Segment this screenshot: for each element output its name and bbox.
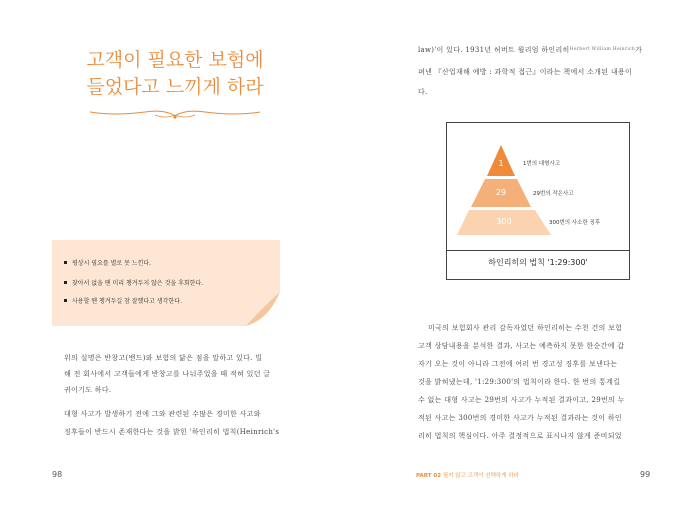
tier-number: 1 <box>498 159 504 168</box>
chapter-title-line2: 들었다고 느끼게 하라 <box>86 76 264 98</box>
page-number: 99 <box>640 470 651 479</box>
body-line: 대형 사고가 발생하기 전에 그와 관련된 수많은 경미한 사고와 <box>64 410 261 418</box>
body-line: 것을 밝혀냈는데, '1:29:300'의 법칙이라 한다. 한 번의 통계킬 <box>418 378 621 386</box>
body-line: 펴낸 『산업재해 예방 : 과학적 접근』이라는 책에서 소개된 내용이 <box>418 68 633 76</box>
pyramid-diagram <box>447 123 629 249</box>
chapter-title-line1: 고객이 필요한 보험에 <box>86 49 264 71</box>
body-line: 수 없는 대형 사고는 29번의 사고가 누적된 결과이고, 29번의 누 <box>418 396 625 404</box>
note-item: 평상시 필요를 별로 못 느낀다. <box>64 260 151 268</box>
note-item: 찾아서 없을 땐 미리 챙겨두지 않은 것을 후회한다. <box>64 280 203 288</box>
tier-label: 29번의 작은사고 <box>533 191 574 197</box>
heinrich-figure <box>446 122 630 280</box>
body-line: 징후들이 반드시 존재한다는 것을 밝힌 '하인리히 법칙(Heinrich's <box>64 428 280 436</box>
note-box <box>52 240 280 326</box>
tier-number: 29 <box>495 188 507 197</box>
body-line: 귀이기도 하다. <box>64 386 112 394</box>
body-line: 자기 오는 것이 아니라 그전에 여러 번 경고성 징후를 보낸다는 <box>418 360 618 368</box>
body-line: 해 전 회사에서 고객들에게 반창고를 나눠주었을 때 적혀 있던 글 <box>64 370 271 378</box>
body-line: 다. <box>418 88 428 96</box>
body-line: 리히 법칙의 핵심이다. 아주 결정적으로 표시나지 않게 준비되었 <box>418 432 622 440</box>
note-item: 사용할 땐 챙겨두길 참 잘했다고 생각한다. <box>64 298 182 306</box>
body-line: 적된 사고는 300번의 경미한 사고가 누적된 결과라는 것이 하인 <box>418 414 622 422</box>
figure-caption: 하인리히의 법칙 '1:29:300' <box>488 258 588 267</box>
footnote-name: Herbert William Heinrich <box>569 47 636 52</box>
caption-divider <box>447 250 629 251</box>
tier-label: 1번의 대형사고 <box>523 161 561 167</box>
page-curl-icon <box>246 292 280 326</box>
tier-label: 300번의 사소한 징후 <box>549 220 601 226</box>
body-line: 미국의 보험회사 관리 감독자였던 하인리히는 수천 건의 보험 <box>428 324 623 332</box>
tier-number: 300 <box>496 217 512 226</box>
body-line: 위의 설명은 반창고(밴드)와 보험의 닮은 점을 말하고 있다. 빌 <box>64 354 263 362</box>
running-head: PART 02 필지 않고 고객이 선택하게 하라 <box>416 473 519 479</box>
body-line: law)'이 있다. 1931년 허버트 윌리엄 하인리히$^{Herbert William Heinrich}$가 <box>418 46 643 54</box>
title-ornament-icon <box>85 106 265 122</box>
page-number: 98 <box>52 470 63 479</box>
body-line: 고객 상담내용을 분석한 결과, 사고는 예측하지 못한 한순간에 갑 <box>418 342 625 350</box>
